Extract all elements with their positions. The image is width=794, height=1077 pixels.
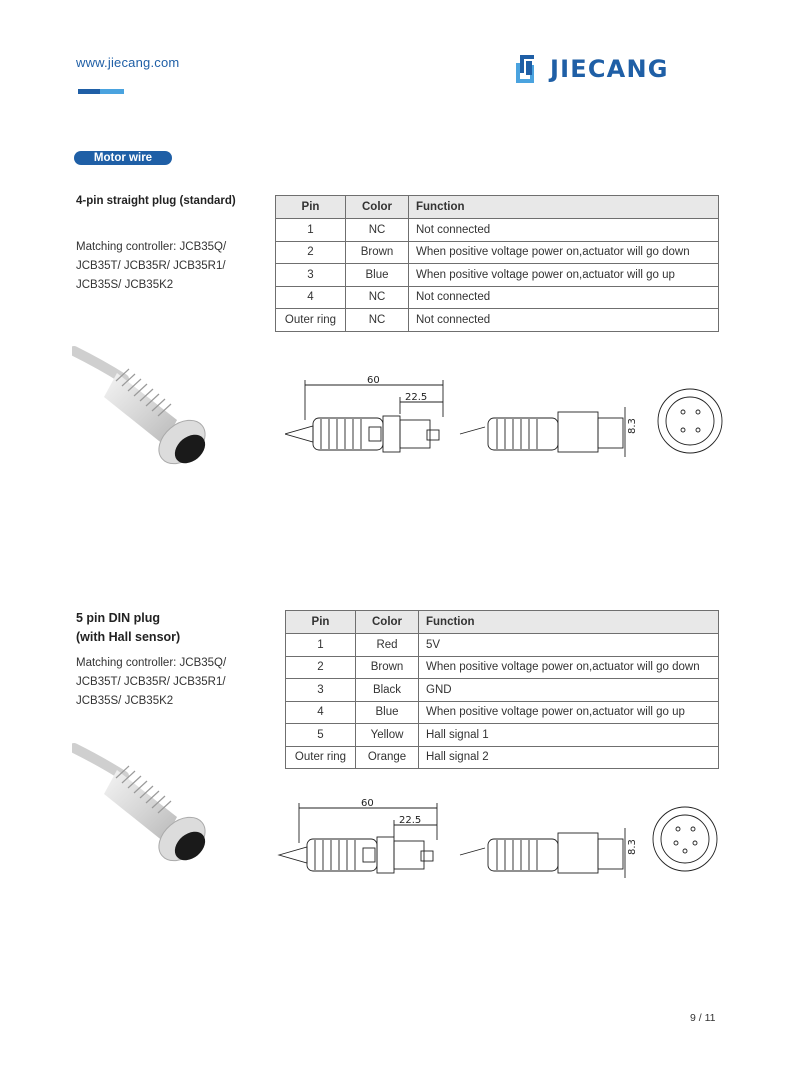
block1-dim-diameter: 8.3: [627, 418, 638, 434]
section-title: Motor wire: [74, 151, 172, 165]
table-header-row: Pin Color Function: [276, 196, 719, 219]
block2-title: 5 pin DIN plug (with Hall sensor): [76, 611, 181, 644]
block1-description: Matching controller: JCB35Q/ JCB35T/ JCB35R/ JCB35R1/ JCB35S/ JCB35K2: [76, 241, 227, 291]
block1-dim-partial: 22.5: [405, 392, 428, 403]
block2-dim-diameter: 8.3: [627, 839, 638, 855]
block1-dim-total: 60: [367, 375, 380, 386]
table-header-row: Pin Color Function: [286, 611, 719, 634]
table-row: 4 NC Not connected: [276, 286, 719, 309]
page-number: 9 / 11: [690, 1012, 716, 1024]
table-row: 3 Black GND: [286, 679, 719, 702]
block1-pin-table: [275, 195, 719, 332]
block1-dimension-drawing: [285, 372, 725, 467]
table-row: 2 Brown When positive voltage power on,actuator will go down: [276, 241, 719, 264]
block2-dim-total: 60: [361, 798, 374, 809]
table-row: 1 NC Not connected: [276, 219, 719, 242]
table-row: Outer ring NC Not connected: [276, 309, 719, 332]
table-row: 5 Yellow Hall signal 1: [286, 724, 719, 747]
block2-plug-photo: [72, 742, 222, 867]
block2-pin-table: [285, 610, 719, 769]
brand-logo: [512, 53, 669, 85]
block1-plug-photo: [72, 345, 222, 470]
block2-dim-partial: 22.5: [399, 815, 422, 826]
block2-dimension-drawing: [275, 795, 725, 885]
table-row: 1 Red 5V: [286, 634, 719, 657]
table-row: 2 Brown When positive voltage power on,actuator will go down: [286, 656, 719, 679]
table-row: 3 Blue When positive voltage power on,actuator will go up: [276, 264, 719, 287]
table-row: 4 Blue When positive voltage power on,actuator will go up: [286, 701, 719, 724]
table-row: Outer ring Orange Hall signal 2: [286, 746, 719, 769]
brand-name: JIECANG: [550, 55, 669, 83]
website-url[interactable]: www.jiecang.com: [76, 55, 180, 70]
brand-logo-mark-icon: [512, 53, 542, 85]
block2-description: Matching controller: JCB35Q/ JCB35T/ JCB35R/ JCB35R1/ JCB35S/ JCB35K2: [76, 657, 227, 707]
block1-title: 4-pin straight plug (standard): [76, 195, 236, 207]
header-accent-bar: [78, 89, 124, 94]
